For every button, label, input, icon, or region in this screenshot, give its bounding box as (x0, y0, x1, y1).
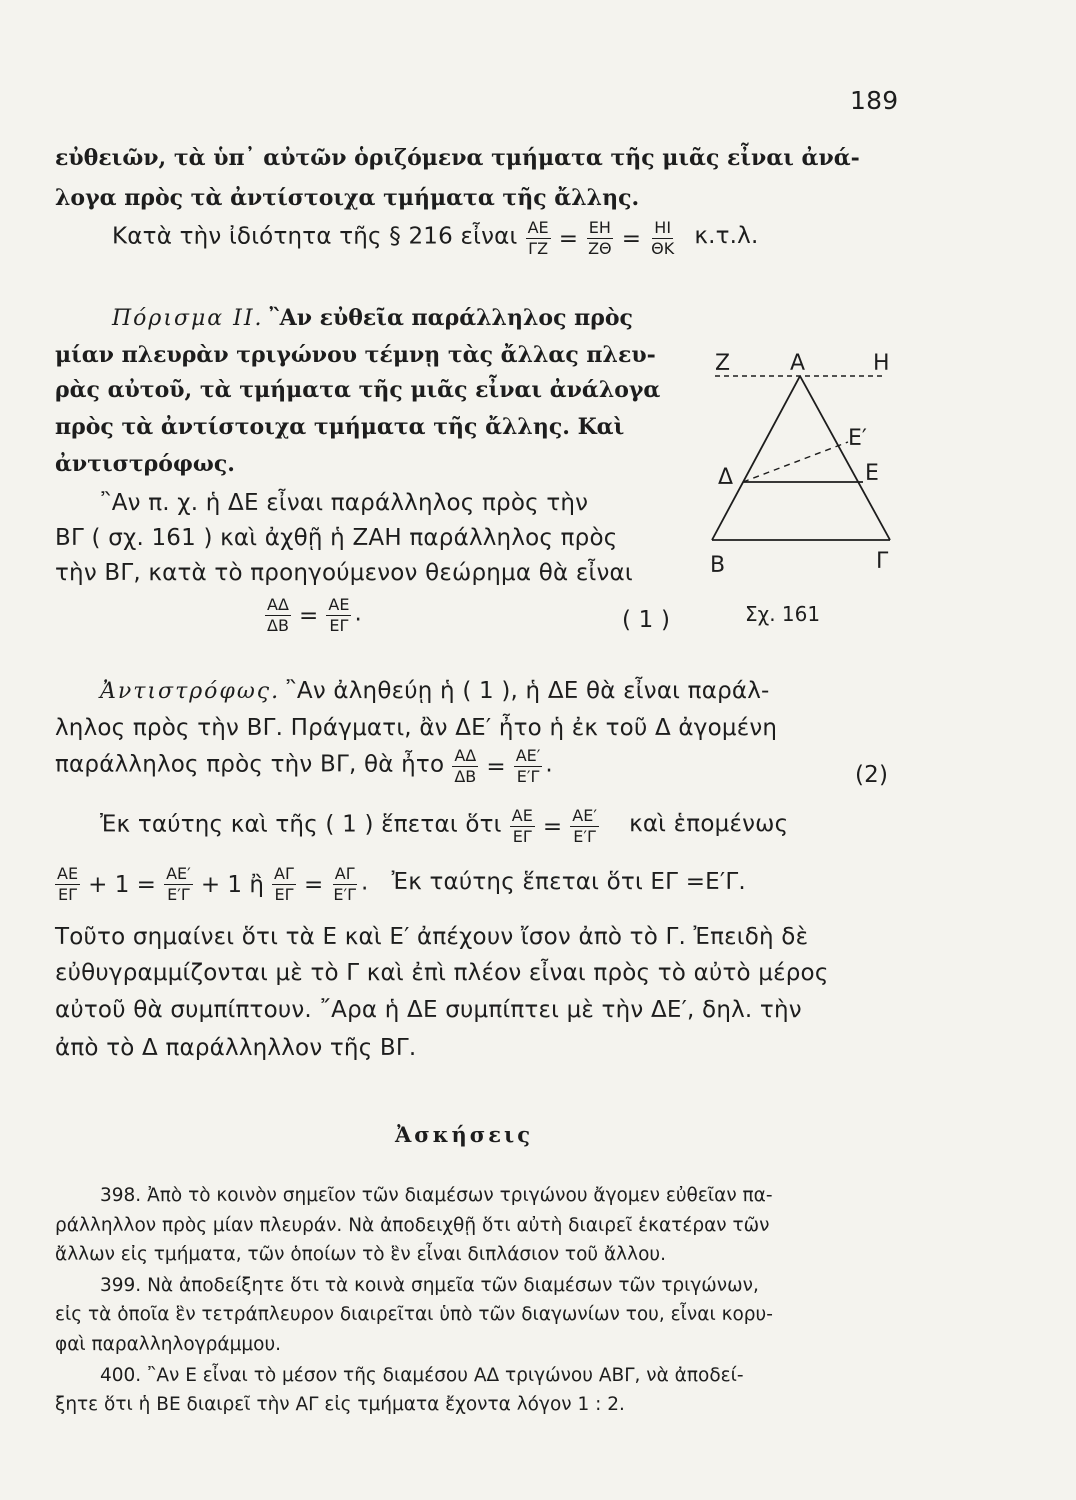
fraction (265, 597, 291, 635)
porisma-line-1: ῍Αν εὐθεῖα παράλληλος πρὸς (268, 305, 633, 331)
converse-first-line (100, 678, 770, 704)
exercise-399-line-2: εἰς τὰ ὁποῖα ἓν τετράπλευρον διαιρεῖται ὑπὸ τῶν διαγωνίων του, εἶναι κορυ- (55, 1304, 773, 1325)
exercise-400-line-1: 400. ῍Αν Ε εἶναι τὸ μέσον τῆς διαμέσου ΑΔ τριγώνου ΑΒΓ, νὰ ἀποδεί- (100, 1365, 744, 1386)
converse-line-9: ἀπὸ τὸ Δ παράλληλλον τῆς ΒΓ. (55, 1035, 417, 1061)
equation-2-line: παράλληλος πρὸς τὴν ΒΓ, θὰ ἦτο $\frac{A\Delta}{\Delta B}$ = $\frac{AE'}{E'\Gamma}$ . (55, 746, 553, 786)
equation-2-label: (2) (855, 762, 889, 788)
denominator: ΘΚ (651, 238, 675, 258)
exercise-398-line-2: ράλληλλον πρὸς μίαν πλευράν. Νὰ ἀποδειχθῇ ὅτι αὐτὴ διαιρεῖ ἑκατέραν τῶν (55, 1215, 770, 1236)
porisma-line-3: ρὰς αὐτοῦ, τὰ τμήματα τῆς μιᾶς εἶναι ἀνάλογα (55, 377, 661, 403)
denominator: ΔΒ (454, 766, 477, 786)
fraction (164, 866, 193, 904)
converse-line-4-tail: καὶ ἑπομένως (629, 811, 789, 838)
denominator: ΕΓ (58, 884, 78, 904)
fraction (272, 866, 296, 904)
label-zeta: Ζ (715, 351, 731, 376)
page-number: 189 (850, 86, 899, 115)
exercise-400-line-2: ξητε ὅτι ἡ ΒΕ διαιρεῖ τὴν ΑΓ εἰς τμήματα ἔχοντα λόγον 1 : 2. (55, 1394, 625, 1415)
exercise-398-line-1: 398. Ἀπὸ τὸ κοινὸν σημεῖον τῶν διαμέσων τριγώνου ἄγομεν εὐθεῖαν πα- (100, 1185, 773, 1206)
denominator: ΓΖ (528, 238, 549, 258)
label-alpha: Α (790, 351, 806, 376)
numerator: ΑΕ (328, 595, 350, 614)
equation-1: $\frac{A\Delta}{\Delta B}$ = $\frac{AE}{E\Gamma}$ . (267, 595, 362, 635)
label-epsilon: Ε (865, 461, 879, 486)
denominator: Ε′Γ (573, 826, 596, 846)
numerator: ΑΓ (274, 864, 294, 883)
intro-line-2: λογα πρὸς τὰ ἀντίστοιχα τμήματα τῆς ἄλλης. (55, 185, 640, 211)
denominator: Ε′Γ (516, 766, 540, 786)
fraction (570, 808, 599, 846)
fraction (514, 748, 543, 786)
denominator: Ε′Γ (167, 884, 190, 904)
fraction (452, 748, 478, 786)
label-delta: Δ (718, 465, 734, 490)
equation-4-line: $\frac{AE}{E\Gamma}$ + 1 = $\frac{AE'}{E'\Gamma}$ + 1 ἢ $\frac{A\Gamma}{E\Gamma}$ = $\frac{A\Gamma}{E'\Gamma}$ . Ἐκ ταύτης ἕπεται ὅτι ΕΓ =Ε′Γ. (57, 864, 746, 904)
converse-line-6: Τοῦτο σημαίνει ὅτι τὰ Ε καὶ Ε′ ἀπέχουν ἴσον ἀπὸ τὸ Γ. Ἐπειδὴ δὲ (55, 924, 809, 950)
numerator: ΑΓ (334, 864, 355, 883)
denominator: ΕΓ (329, 615, 349, 635)
figure-caption: Σχ. 161 (745, 602, 821, 626)
numerator: ΑΕ (511, 806, 533, 825)
denominator: ΔΒ (267, 615, 289, 635)
numerator: ΑΔ (454, 746, 477, 765)
fraction (526, 220, 551, 258)
converse-line-8: αὐτοῦ θὰ συμπίπτουν. ῎Αρα ἡ ΔΕ συμπίπτει μὲ τὴν ΔΕ′, δηλ. τὴν (55, 997, 802, 1023)
porisma-line-4: πρὸς τὰ ἀντίστοιχα τμήματα τῆς ἄλλης. Καὶ (55, 414, 625, 440)
exercise-398-line-3: ἄλλων εἰς τμήματα, τῶν ὁποίων τὸ ἓν εἶναι διπλάσιον τοῦ ἄλλου. (55, 1244, 666, 1265)
label-eta: Η (873, 351, 890, 376)
converse-line-1: ῍Αν ἀληθεύῃ ἡ ( 1 ), ἡ ΔΕ θὰ εἶναι παράλ- (285, 678, 770, 704)
fraction (331, 866, 358, 904)
converse-line-7: εὐθυγραμμίζονται μὲ τὸ Γ καὶ ἐπὶ πλέον εἶναι πρὸς τὸ αὐτὸ μέρος (55, 960, 829, 986)
fraction (586, 220, 614, 258)
porisma-first-line (112, 305, 633, 331)
porisma-line-8: τὴν ΒΓ, κατὰ τὸ προηγούμενον θεώρημα θὰ εἶναι (55, 560, 633, 586)
numerator: ΑΕ (527, 218, 549, 237)
exercise-399-line-3: φαὶ παραλληλογράμμου. (55, 1334, 282, 1355)
denominator: Ε′Γ (333, 884, 357, 904)
converse-line-4: Ἐκ ταύτης καὶ τῆς ( 1 ) ἕπεται ὅτι (100, 811, 502, 838)
fraction (326, 597, 351, 635)
porisma-line-6: ῍Αν π. χ. ἡ ΔΕ εἶναι παράλληλος πρὸς τὴν (100, 490, 589, 516)
converse-line-2: ληλος πρὸς τὴν ΒΓ. Πράγματι, ἂν ΔΕ′ ἦτο ἡ ἐκ τοῦ Δ ἀγομένη (55, 715, 778, 741)
intro-line-1: εὐθειῶν, τὰ ὑπ᾽ αὐτῶν ὁριζόμενα τμήματα τῆς μιᾶς εἶναι ἀνά- (55, 145, 860, 171)
numerator: ΕΗ (588, 218, 611, 237)
numerator: ΑΕ′ (166, 864, 191, 883)
converse-line-3: παράλληλος πρὸς τὴν ΒΓ, θὰ ἦτο (55, 751, 445, 778)
exercise-399-line-1: 399. Νὰ ἀποδείξητε ὅτι τὰ κοινὰ σημεῖα τῶν διαμέσων τῶν τριγώνων, (100, 1275, 759, 1296)
numerator: ΑΕ′ (515, 746, 541, 765)
plus-one-or: + 1 ἢ (200, 871, 264, 898)
side-AG (800, 376, 890, 540)
plus-one-equals: + 1 = (88, 871, 156, 898)
converse-title: Ἀντιστρόφως. (100, 679, 281, 704)
denominator: ΕΓ (274, 884, 294, 904)
porisma-line-2: μίαν πλευρὰν τριγώνου τέμνῃ τὰς ἄλλας πλευ- (55, 342, 656, 368)
property-equation: Κατὰ τὴν ἰδιότητα τῆς § 216 εἶναι $\frac{AE}{\Gamma Z}$ = $\frac{EH}{Z\Theta}$ = $\frac{HI}{\Theta K}$ κ.τ.λ. (112, 218, 759, 258)
denominator: ΖΘ (588, 238, 612, 258)
segment-DE-prime (743, 442, 848, 482)
denominator: ΕΓ (512, 826, 532, 846)
label-beta: Β (710, 553, 726, 578)
etc-text: κ.τ.λ. (694, 223, 759, 250)
porisma-line-5: ἀντιστρόφως. (55, 451, 235, 477)
property-text: Κατὰ τὴν ἰδιότητα τῆς § 216 εἶναι (112, 223, 518, 250)
fraction (55, 866, 80, 904)
numerator: ΑΕ (57, 864, 79, 883)
numerator: ΗΙ (654, 218, 672, 237)
porisma-title: Πόρισμα II. (112, 306, 264, 331)
triangle-figure (700, 340, 910, 640)
equation-1-label: ( 1 ) (622, 607, 671, 633)
side-AB (712, 376, 800, 540)
fraction (649, 220, 676, 258)
converse-line-5-tail: Ἐκ ταύτης ἕπεται ὅτι ΕΓ =Ε′Γ. (391, 869, 746, 896)
equation-3-line: Ἐκ ταύτης καὶ τῆς ( 1 ) ἕπεται ὅτι $\frac{AE}{E\Gamma}$ = $\frac{AE'}{E'\Gamma}$ καὶ ἑπομένως (100, 806, 789, 846)
fraction (510, 808, 535, 846)
label-e-prime: Ε′ (848, 426, 867, 451)
label-gamma: Γ (876, 549, 889, 574)
porisma-line-7: ΒΓ ( σχ. 161 ) καὶ ἀχθῇ ἡ ΖΑΗ παράλληλος πρὸς (55, 525, 618, 551)
numerator: ΑΔ (267, 595, 289, 614)
exercises-heading: Ἀσκήσεις (395, 1122, 533, 1147)
numerator: ΑΕ′ (572, 806, 597, 825)
